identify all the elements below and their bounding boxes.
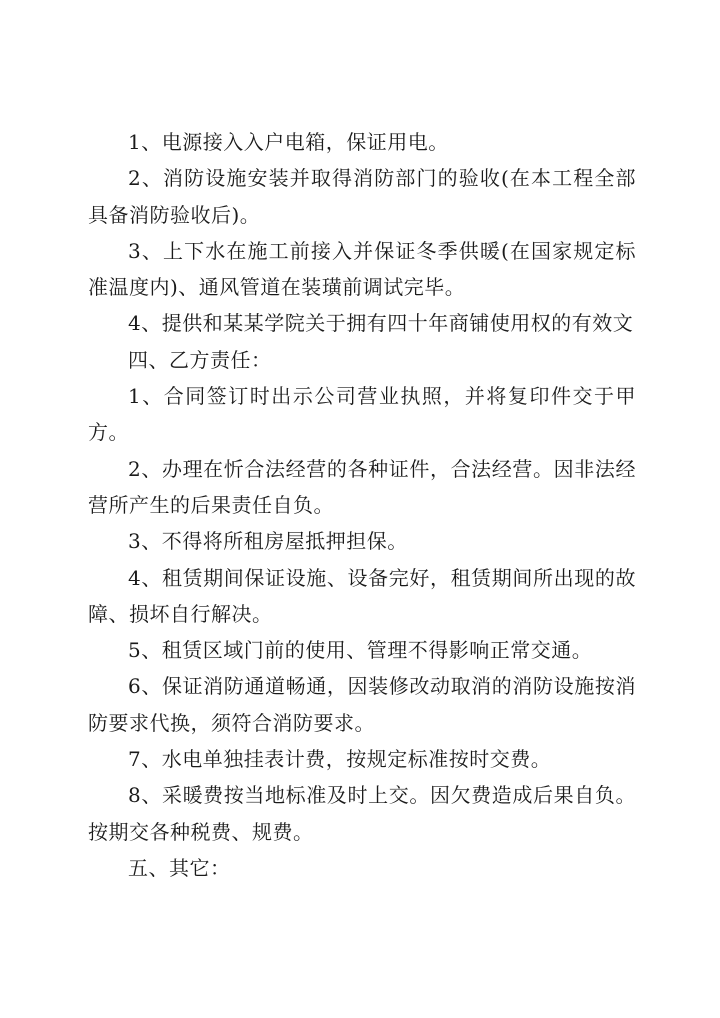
paragraph-no-mortgage: 3、不得将所租房屋抵押担保。 bbox=[128, 529, 408, 554]
paragraph-utility-billing: 7、水电单独挂表计费，按规定标准按时交费。 bbox=[128, 747, 552, 772]
paragraph-legal-operation: 2、办理在忻合法经营的各种证件，合法经营。因非法经营所产生的后果责任自负。 bbox=[88, 456, 636, 517]
section-heading-party-b: 四、乙方责任： bbox=[128, 347, 272, 372]
paragraph-power-supply: 1、电源接入入户电箱，保证用电。 bbox=[128, 130, 449, 154]
paragraph-fire-protection: 2、消防设施安装并取得消防部门的验收(在本工程全部具备消防验收后)。 bbox=[88, 166, 636, 227]
paragraph-equipment-maintenance: 4、租赁期间保证设施、设备完好，租赁期间所出现的故障、损坏自行解决。 bbox=[88, 565, 636, 626]
paragraph-fire-passage: 6、保证消防通道畅通，因装修改动取消的消防设施按消防要求代换，须符合消防要求。 bbox=[88, 674, 636, 735]
paragraph-water-heating: 3、上下水在施工前接入并保证冬季供暖(在国家规定标准温度内)、通风管道在装璜前调试完毕。 bbox=[88, 238, 636, 300]
paragraph-traffic: 5、租赁区域门前的使用、管理不得影响正常交通。 bbox=[128, 638, 593, 663]
paragraph-business-license: 1、合同签订时出示公司营业执照，并将复印件交于甲方。 bbox=[88, 384, 636, 445]
document-body bbox=[88, 124, 636, 886]
section-heading-other: 五、其它： bbox=[128, 855, 231, 880]
paragraph-usage-rights: 4、提供和某某学院关于拥有四十年商铺使用权的有效文 bbox=[128, 311, 634, 336]
paragraph-heating-fees: 8、采暖费按当地标准及时上交。因欠费造成后果自负。按期交各种税费、规费。 bbox=[88, 783, 636, 844]
